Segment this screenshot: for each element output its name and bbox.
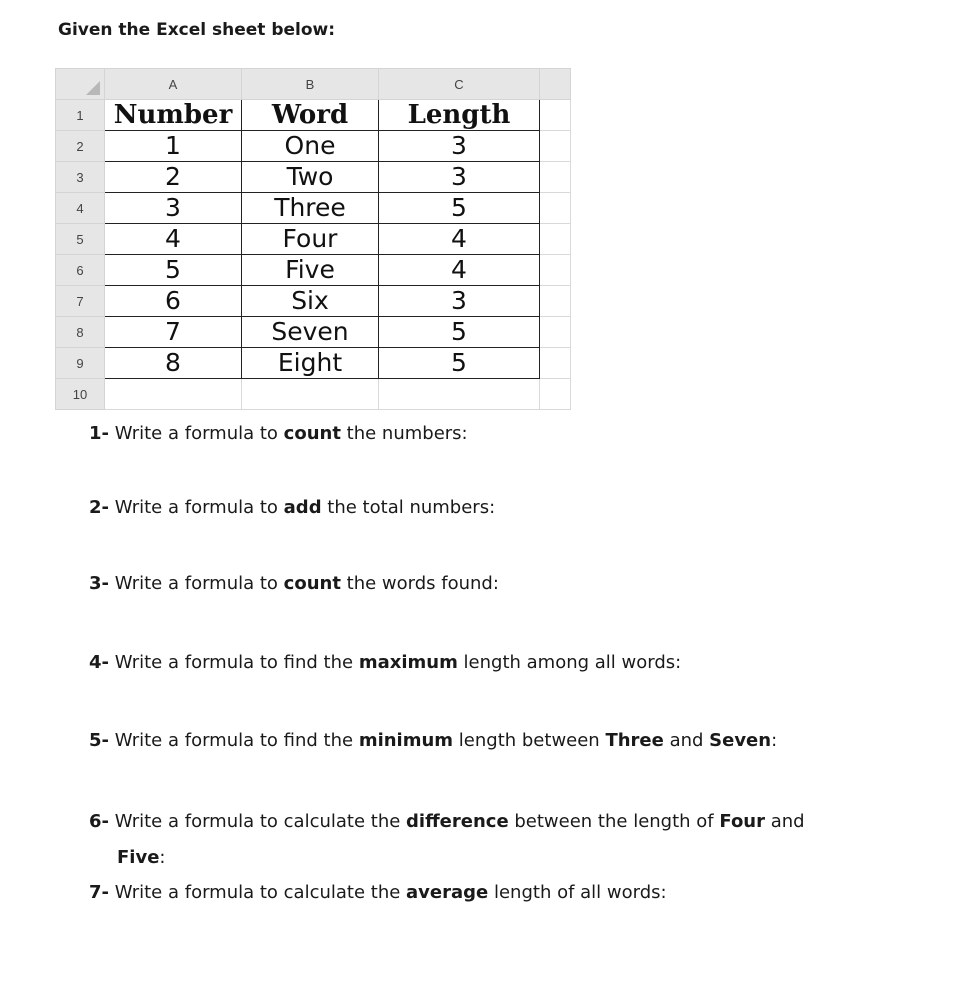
row-header: 6 bbox=[56, 255, 105, 286]
question-3 bbox=[89, 571, 949, 597]
cell-number: 3 bbox=[105, 193, 242, 224]
empty-cell bbox=[540, 193, 571, 224]
table-row bbox=[56, 286, 571, 317]
row-header: 10 bbox=[56, 379, 105, 410]
cell-length: 5 bbox=[379, 317, 540, 348]
question-number: 6- bbox=[89, 811, 109, 832]
select-all-corner bbox=[56, 69, 105, 100]
question-keyword: Five bbox=[117, 847, 160, 868]
empty-cell bbox=[540, 162, 571, 193]
question-keyword: difference bbox=[406, 811, 509, 832]
question-keyword: add bbox=[283, 497, 322, 518]
cell-number: 6 bbox=[105, 286, 242, 317]
question-number: 1- bbox=[89, 423, 109, 444]
header-cell-word: Word bbox=[242, 100, 379, 131]
question-text: between the length of bbox=[508, 811, 720, 832]
header-cell-length: Length bbox=[379, 100, 540, 131]
row-header: 8 bbox=[56, 317, 105, 348]
cell-length: 3 bbox=[379, 131, 540, 162]
empty-cell bbox=[540, 286, 571, 317]
cell-word: Four bbox=[242, 224, 379, 255]
question-text: and bbox=[765, 811, 805, 832]
cell-word: Five bbox=[242, 255, 379, 286]
cell-word: Eight bbox=[242, 348, 379, 379]
question-1 bbox=[89, 421, 949, 447]
question-number: 5- bbox=[89, 730, 109, 751]
question-text: Write a formula to bbox=[114, 423, 284, 444]
question-4 bbox=[89, 650, 949, 676]
question-text: the words found: bbox=[340, 573, 499, 594]
select-all-triangle-icon bbox=[86, 81, 100, 95]
cell-number: 2 bbox=[105, 162, 242, 193]
row-header: 4 bbox=[56, 193, 105, 224]
table-row bbox=[56, 317, 571, 348]
row-header: 7 bbox=[56, 286, 105, 317]
empty-cell bbox=[105, 379, 242, 410]
empty-cell bbox=[540, 348, 571, 379]
cell-number: 4 bbox=[105, 224, 242, 255]
question-keyword: count bbox=[283, 423, 341, 444]
empty-cell bbox=[540, 224, 571, 255]
question-text: Write a formula to calculate the bbox=[114, 811, 407, 832]
column-header-a: A bbox=[105, 69, 242, 100]
question-text: : bbox=[159, 847, 166, 868]
empty-cell bbox=[540, 100, 571, 131]
cell-number: 8 bbox=[105, 348, 242, 379]
cell-word: Seven bbox=[242, 317, 379, 348]
column-header-b: B bbox=[242, 69, 379, 100]
cell-length: 5 bbox=[379, 193, 540, 224]
question-text: the numbers: bbox=[340, 423, 468, 444]
empty-cell bbox=[379, 379, 540, 410]
row-header: 9 bbox=[56, 348, 105, 379]
cell-word: Six bbox=[242, 286, 379, 317]
cell-number: 7 bbox=[105, 317, 242, 348]
question-text: length among all words: bbox=[457, 652, 682, 673]
row-header: 2 bbox=[56, 131, 105, 162]
question-keyword: average bbox=[406, 882, 489, 903]
question-text: Write a formula to bbox=[114, 497, 284, 518]
empty-cell bbox=[540, 317, 571, 348]
question-keyword: maximum bbox=[358, 652, 458, 673]
table-row bbox=[56, 348, 571, 379]
question-2 bbox=[89, 495, 949, 521]
cell-length: 5 bbox=[379, 348, 540, 379]
table-row bbox=[56, 255, 571, 286]
cell-length: 3 bbox=[379, 162, 540, 193]
question-7 bbox=[89, 880, 949, 906]
question-keyword: Four bbox=[719, 811, 765, 832]
spreadsheet-grid bbox=[55, 68, 571, 410]
row-header: 3 bbox=[56, 162, 105, 193]
question-keyword: Three bbox=[605, 730, 664, 751]
cell-length: 3 bbox=[379, 286, 540, 317]
cell-length: 4 bbox=[379, 224, 540, 255]
question-text: and bbox=[663, 730, 710, 751]
question-number: 2- bbox=[89, 497, 109, 518]
column-header-d bbox=[540, 69, 571, 100]
question-keyword: Seven bbox=[709, 730, 772, 751]
cell-word: Three bbox=[242, 193, 379, 224]
question-6 bbox=[89, 804, 939, 876]
question-text: length between bbox=[453, 730, 606, 751]
empty-cell bbox=[242, 379, 379, 410]
table-row bbox=[56, 379, 571, 410]
question-text: Write a formula to find the bbox=[114, 652, 359, 673]
question-text: Write a formula to find the bbox=[114, 730, 359, 751]
table-row bbox=[56, 224, 571, 255]
question-number: 3- bbox=[89, 573, 109, 594]
table-row bbox=[56, 193, 571, 224]
cell-length: 4 bbox=[379, 255, 540, 286]
question-text: length of all words: bbox=[488, 882, 667, 903]
question-text: the total numbers: bbox=[321, 497, 496, 518]
page-heading: Given the Excel sheet below: bbox=[58, 20, 336, 40]
excel-sheet-image bbox=[55, 68, 578, 402]
row-header: 5 bbox=[56, 224, 105, 255]
cell-word: One bbox=[242, 131, 379, 162]
empty-cell bbox=[540, 131, 571, 162]
cell-word: Two bbox=[242, 162, 379, 193]
table-row bbox=[56, 162, 571, 193]
table-row bbox=[56, 131, 571, 162]
question-5 bbox=[89, 728, 949, 754]
question-text: : bbox=[771, 730, 778, 751]
question-number: 4- bbox=[89, 652, 109, 673]
question-number: 7- bbox=[89, 882, 109, 903]
column-header-c: C bbox=[379, 69, 540, 100]
header-cell-number: Number bbox=[105, 100, 242, 131]
question-keyword: minimum bbox=[358, 730, 454, 751]
question-text: Write a formula to bbox=[114, 573, 284, 594]
question-keyword: count bbox=[283, 573, 341, 594]
empty-cell bbox=[540, 379, 571, 410]
cell-number: 1 bbox=[105, 131, 242, 162]
table-header-row bbox=[56, 100, 571, 131]
cell-number: 5 bbox=[105, 255, 242, 286]
question-text: Write a formula to calculate the bbox=[114, 882, 407, 903]
row-header: 1 bbox=[56, 100, 105, 131]
empty-cell bbox=[540, 255, 571, 286]
